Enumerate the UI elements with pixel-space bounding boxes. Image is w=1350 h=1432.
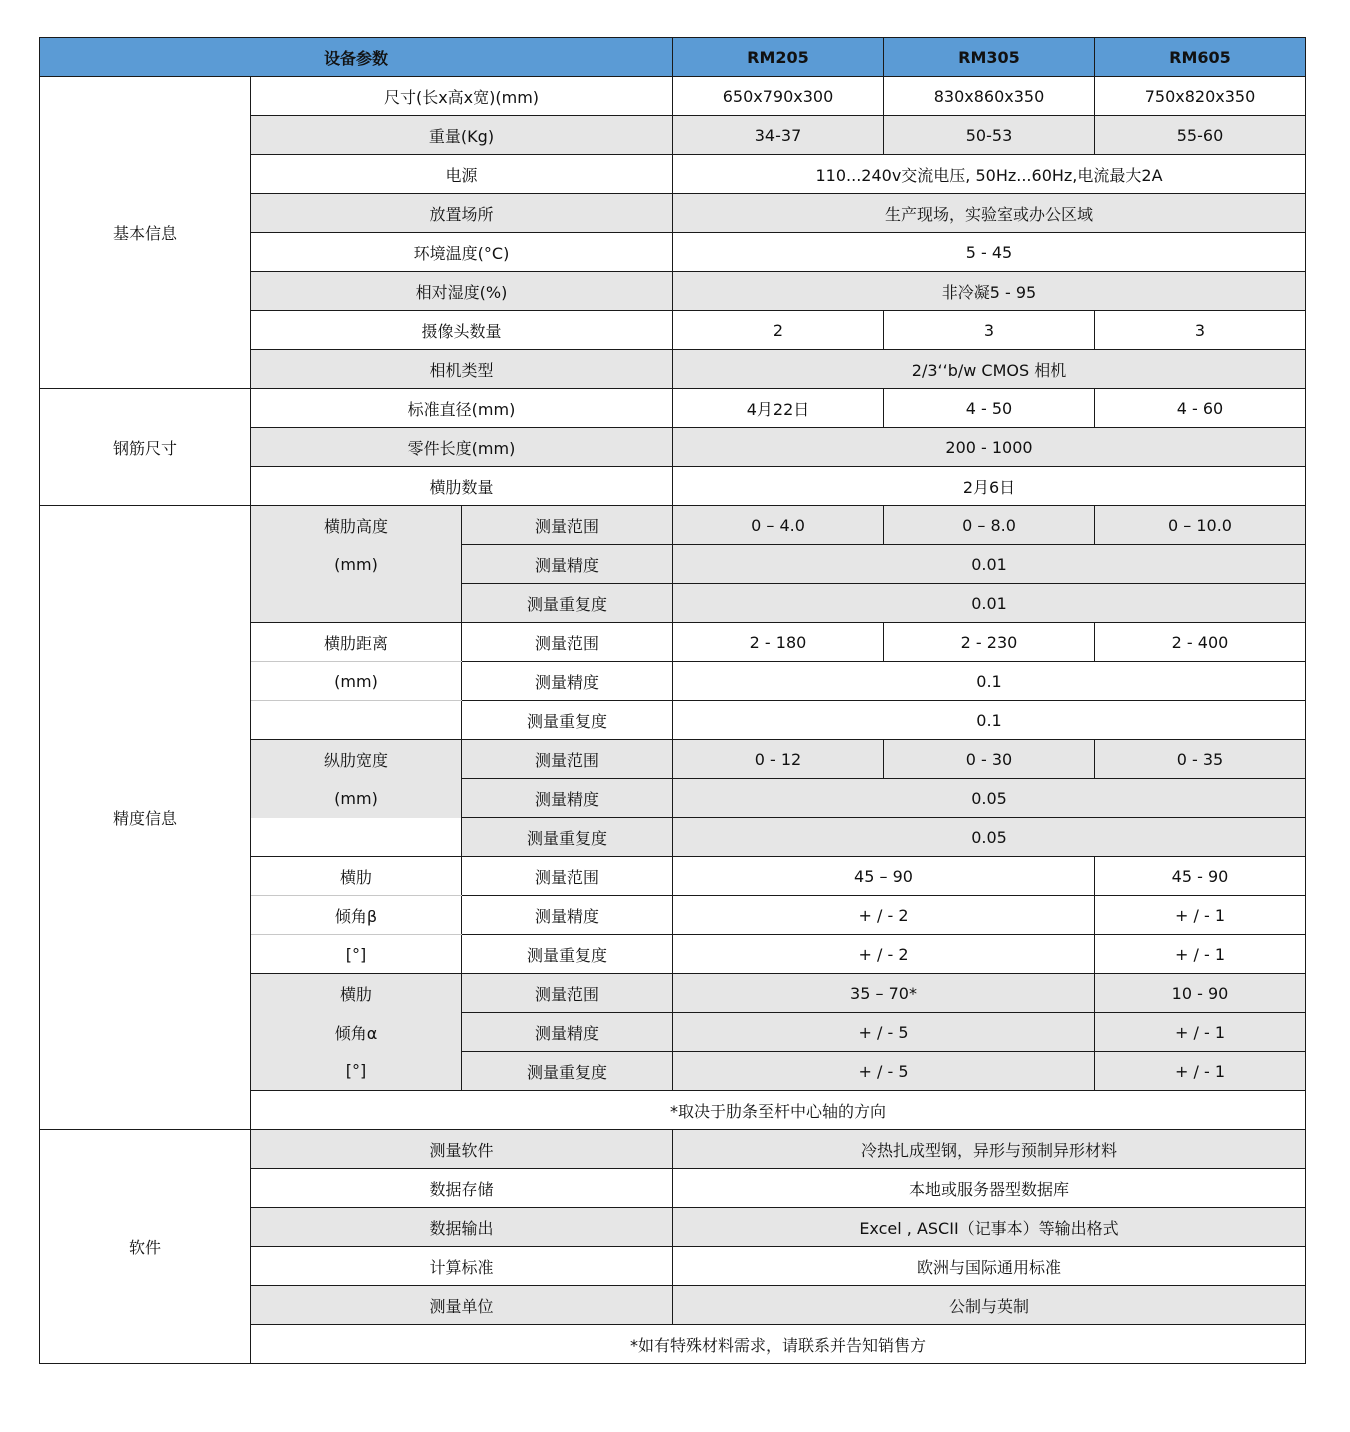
value-cell: 0 - 35 [1095, 740, 1306, 779]
sub-label: 测量范围 [462, 857, 673, 896]
category-rebar: 钢筋尺寸 [40, 389, 251, 506]
row-label: 数据输出 [251, 1208, 673, 1247]
sub-label: 测量范围 [462, 506, 673, 545]
value-cell: 650x790x300 [673, 77, 884, 116]
value-cell: 0 – 8.0 [884, 506, 1095, 545]
table-row [40, 77, 1306, 116]
group-label-line: 纵肋宽度 [251, 740, 462, 779]
sub-label: 测量重复度 [462, 584, 673, 623]
category-precision: 精度信息 [40, 506, 251, 1130]
row-label: 数据存储 [251, 1169, 673, 1208]
header-param: 设备参数 [40, 38, 673, 77]
value-cell: + / - 1 [1095, 935, 1306, 974]
row-label: 电源 [251, 155, 673, 194]
value-cell: 0.1 [673, 662, 1306, 701]
value-cell: 2 - 230 [884, 623, 1095, 662]
header-model-1: RM205 [673, 38, 884, 77]
value-cell: 0 - 30 [884, 740, 1095, 779]
row-label: 尺寸(长x高x宽)(mm) [251, 77, 673, 116]
value-cell: 5 - 45 [673, 233, 1306, 272]
value-cell: 0.01 [673, 545, 1306, 584]
value-cell: 35 – 70* [673, 974, 1095, 1013]
row-label: 测量单位 [251, 1286, 673, 1325]
value-cell: 非冷凝5 - 95 [673, 272, 1306, 311]
value-cell: 4月22日 [673, 389, 884, 428]
value-cell: 0.1 [673, 701, 1306, 740]
precision-note: *取决于肋条至杆中心轴的方向 [251, 1091, 1306, 1130]
sub-label: 测量范围 [462, 623, 673, 662]
group-label-line: [°] [251, 1052, 462, 1091]
row-label: 零件长度(mm) [251, 428, 673, 467]
value-cell: 45 - 90 [1095, 857, 1306, 896]
value-cell: 3 [1095, 311, 1306, 350]
value-cell: 4 - 60 [1095, 389, 1306, 428]
sub-label: 测量重复度 [462, 1052, 673, 1091]
value-cell: 2/3‘‘b/w CMOS 相机 [673, 350, 1306, 389]
row-label: 重量(Kg) [251, 116, 673, 155]
sub-label: 测量精度 [462, 545, 673, 584]
sub-label: 测量重复度 [462, 935, 673, 974]
value-cell: + / - 5 [673, 1052, 1095, 1091]
value-cell: 0 – 4.0 [673, 506, 884, 545]
group-label-line [251, 701, 462, 740]
value-cell: 0.05 [673, 779, 1306, 818]
sub-label: 测量精度 [462, 896, 673, 935]
group-label-line: 横肋距离 [251, 623, 462, 662]
value-cell: 0 – 10.0 [1095, 506, 1306, 545]
value-cell: 55-60 [1095, 116, 1306, 155]
group-label-line: [°] [251, 935, 462, 974]
value-cell: 欧洲与国际通用标准 [673, 1247, 1306, 1286]
header-row [40, 38, 1306, 77]
value-cell: 本地或服务器型数据库 [673, 1169, 1306, 1208]
row-label: 摄像头数量 [251, 311, 673, 350]
value-cell: 45 – 90 [673, 857, 1095, 896]
value-cell: + / - 2 [673, 896, 1095, 935]
category-basic: 基本信息 [40, 77, 251, 389]
value-cell: + / - 1 [1095, 1013, 1306, 1052]
value-cell: 2月6日 [673, 467, 1306, 506]
group-label-line [251, 818, 462, 857]
value-cell: + / - 5 [673, 1013, 1095, 1052]
value-cell: 0 - 12 [673, 740, 884, 779]
row-label: 放置场所 [251, 194, 673, 233]
category-software: 软件 [40, 1130, 251, 1364]
value-cell: 34-37 [673, 116, 884, 155]
row-label: 标准直径(mm) [251, 389, 673, 428]
value-cell: 0.01 [673, 584, 1306, 623]
value-cell: 750x820x350 [1095, 77, 1306, 116]
row-label: 相对湿度(%) [251, 272, 673, 311]
row-label: 横肋数量 [251, 467, 673, 506]
value-cell: 公制与英制 [673, 1286, 1306, 1325]
sub-label: 测量精度 [462, 1013, 673, 1052]
sub-label: 测量精度 [462, 662, 673, 701]
header-model-3: RM605 [1095, 38, 1306, 77]
group-label-line: (mm) [251, 545, 462, 584]
group-label-line: (mm) [251, 779, 462, 818]
value-cell: 110...240v交流电压, 50Hz...60Hz,电流最大2A [673, 155, 1306, 194]
sub-label: 测量精度 [462, 779, 673, 818]
value-cell: 4 - 50 [884, 389, 1095, 428]
sub-label: 测量重复度 [462, 818, 673, 857]
value-cell: + / - 2 [673, 935, 1095, 974]
value-cell: 10 - 90 [1095, 974, 1306, 1013]
row-label: 测量软件 [251, 1130, 673, 1169]
row-label: 相机类型 [251, 350, 673, 389]
value-cell: 2 - 180 [673, 623, 884, 662]
value-cell: + / - 1 [1095, 1052, 1306, 1091]
value-cell: 生产现场，实验室或办公区域 [673, 194, 1306, 233]
value-cell: + / - 1 [1095, 896, 1306, 935]
table-row [40, 389, 1306, 428]
sub-label: 测量范围 [462, 974, 673, 1013]
value-cell: 2 [673, 311, 884, 350]
group-label-line: 倾角β [251, 896, 462, 935]
group-label-line: 倾角α [251, 1013, 462, 1052]
group-label-line: (mm) [251, 662, 462, 701]
sub-label: 测量范围 [462, 740, 673, 779]
value-cell: 830x860x350 [884, 77, 1095, 116]
value-cell: 冷热扎成型钢，异形与预制异形材料 [673, 1130, 1306, 1169]
row-label: 环境温度(°C) [251, 233, 673, 272]
value-cell: Excel , ASCII（记事本）等输出格式 [673, 1208, 1306, 1247]
table-row [40, 506, 1306, 545]
value-cell: 3 [884, 311, 1095, 350]
value-cell: 2 - 400 [1095, 623, 1306, 662]
value-cell: 200 - 1000 [673, 428, 1306, 467]
sub-label: 测量重复度 [462, 701, 673, 740]
value-cell: 50-53 [884, 116, 1095, 155]
group-label-line: 横肋 [251, 974, 462, 1013]
group-label-line: 横肋高度 [251, 506, 462, 545]
spec-table [39, 37, 1306, 1364]
row-label: 计算标准 [251, 1247, 673, 1286]
value-cell: 0.05 [673, 818, 1306, 857]
header-model-2: RM305 [884, 38, 1095, 77]
software-note: *如有特殊材料需求，请联系并告知销售方 [251, 1325, 1306, 1364]
group-label-line [251, 584, 462, 623]
group-label-line: 横肋 [251, 857, 462, 896]
table-row [40, 1130, 1306, 1169]
